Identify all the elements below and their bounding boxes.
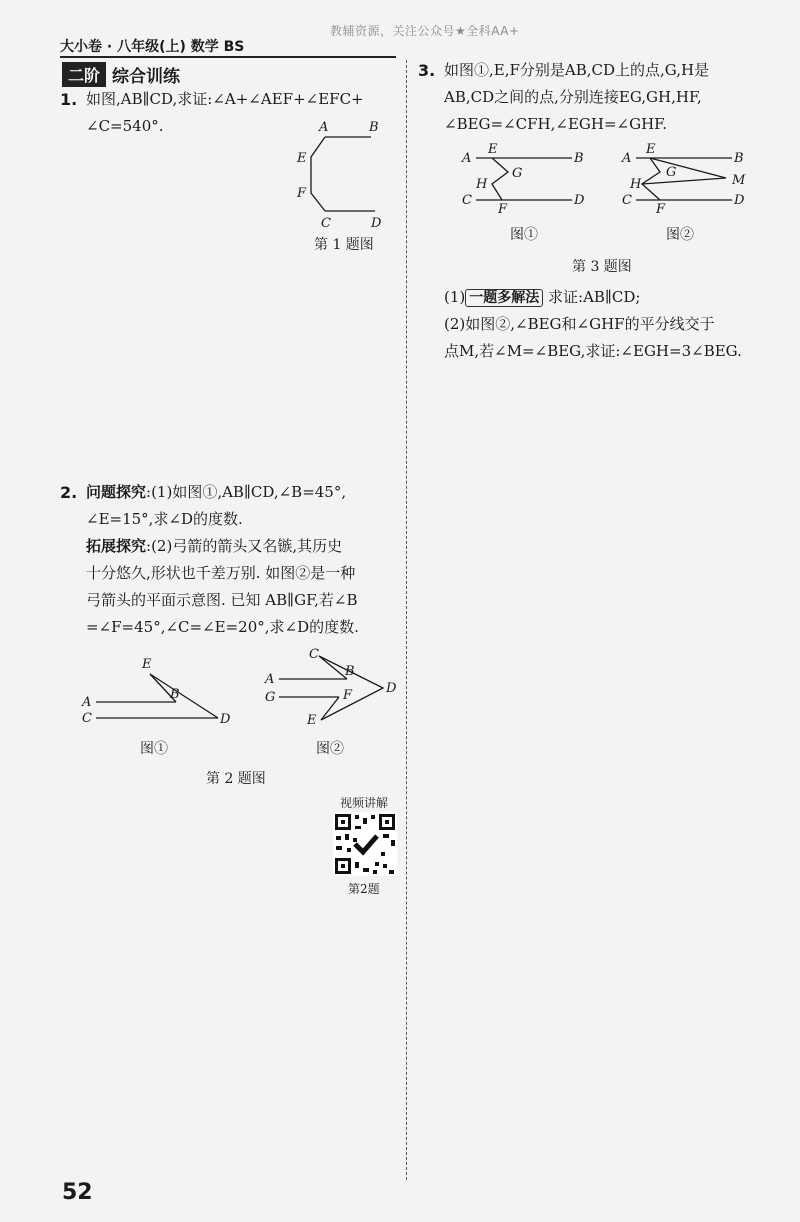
section-title: 综合训练 xyxy=(112,67,180,87)
q3-fig1-label-a: A xyxy=(462,151,472,166)
q1-label-e: E xyxy=(297,151,307,166)
q3-fig1-caption: 图① xyxy=(510,227,538,243)
q2-fig2-label-a: A xyxy=(265,672,275,687)
q3-line2: AB,CD之间的点,分别连接EG,GH,HF, xyxy=(444,88,702,106)
q2-figure2 xyxy=(255,642,405,732)
q1-figure xyxy=(285,115,395,235)
q1-label-f: F xyxy=(297,186,307,201)
q3-fig1-label-g: G xyxy=(512,166,523,181)
q2-fig2-caption: 图② xyxy=(316,741,344,757)
q2-fig1-label-e: E xyxy=(142,657,152,672)
q3-fig2-bisectors xyxy=(642,158,726,184)
q1-label-c: C xyxy=(321,216,331,231)
q2-part1-row xyxy=(86,479,346,506)
q3-fig1-label-e: E xyxy=(488,142,498,157)
q2-part2-line4: =∠F=45°,∠C=∠E=20°,求∠D的度数. xyxy=(86,618,359,636)
q2-fig1-label-d: D xyxy=(220,712,231,727)
q2-figure-caption: 第 2 题图 xyxy=(206,771,266,787)
q3-line3: ∠BEG=∠CFH,∠EGH=∠GHF. xyxy=(444,115,668,133)
qr-code-icon[interactable] xyxy=(333,812,397,876)
q2-fig1-label-c: C xyxy=(82,711,92,726)
book-title: 大小卷 · 八年级(上) 数学 BS xyxy=(60,39,245,55)
q3-fig1-label-h: H xyxy=(476,177,488,192)
section-badge: 二阶 xyxy=(62,62,106,87)
q2-fig2-label-e: E xyxy=(307,713,317,728)
q2-part2-row xyxy=(86,533,342,560)
q2-figure1 xyxy=(78,650,238,730)
q3-part1-tag: 一题多解法 xyxy=(465,289,543,307)
qr-top-label: 视频讲解 xyxy=(340,796,389,810)
q3-fig2-label-b: B xyxy=(734,151,744,166)
header-rule xyxy=(60,56,396,58)
q2-fig1-arrow xyxy=(150,674,218,718)
q3-fig2-label-h: H xyxy=(630,177,642,192)
q3-fig1-zigzag xyxy=(492,158,508,200)
q2-part2-line1: :(2)弓箭的箭头又名镞,其历史 xyxy=(146,537,343,555)
q3-fig2-label-a: A xyxy=(622,151,632,166)
q3-fig2-label-g: G xyxy=(666,165,677,180)
qr-bottom-label: 第2题 xyxy=(348,882,380,896)
q1-label-d: D xyxy=(371,216,382,231)
q2-fig2-edge-ef xyxy=(321,697,339,720)
q2-fig2-label-f: F xyxy=(343,688,353,703)
q3-fig2-label-m: M xyxy=(732,173,746,188)
q3-fig2-label-f: F xyxy=(656,202,666,214)
q2-lead1: 问题探究 xyxy=(86,483,147,501)
q2-part2-line2: 十分悠久,形状也千差万别. 如图②是一种 xyxy=(86,564,356,582)
q2-part2-line3: 弓箭头的平面示意图. 已知 AB∥GF,若∠B xyxy=(86,591,358,609)
q3-part1-row xyxy=(444,284,640,312)
q3-part2-line2: 点M,若∠M=∠BEG,求证:∠EGH=3∠BEG. xyxy=(444,342,742,360)
q1-fig-bent-line xyxy=(311,137,325,211)
q2-fig2-label-g: G xyxy=(265,690,276,705)
q2-fig2-label-c: C xyxy=(309,647,319,662)
q1-line2: ∠C=540°. xyxy=(86,117,164,135)
q1-label-a: A xyxy=(319,120,329,135)
q3-part2-line1: (2)如图②,∠BEG和∠GHF的平分线交于 xyxy=(444,315,715,333)
q3-part1-text: 求证:AB∥CD; xyxy=(548,288,641,306)
column-divider xyxy=(406,60,407,1180)
watermark-text: 教辅资源，关注公众号★全科AA+ xyxy=(330,24,520,38)
q2-fig2-label-d: D xyxy=(386,681,397,696)
q3-fig2-label-c: C xyxy=(622,193,632,208)
q2-fig1-label-a: A xyxy=(82,695,92,710)
q1-number: 1. xyxy=(60,90,78,109)
q1-label-b: B xyxy=(369,120,379,135)
q3-fig1-label-f: F xyxy=(498,202,508,214)
q3-fig2-caption: 图② xyxy=(666,227,694,243)
q3-fig2-label-d: D xyxy=(734,193,745,208)
q2-number: 2. xyxy=(60,483,78,502)
q3-figure1 xyxy=(458,140,598,214)
q3-number: 3. xyxy=(418,61,436,80)
q2-part1-line1: :(1)如图①,AB∥CD,∠B=45°, xyxy=(146,483,347,501)
q3-figure-caption: 第 3 题图 xyxy=(572,259,632,275)
q1-figure-caption: 第 1 题图 xyxy=(314,237,374,253)
q2-part1-line2: ∠E=15°,求∠D的度数. xyxy=(86,510,243,528)
q2-fig1-caption: 图① xyxy=(140,741,168,757)
q2-fig1-label-b: B xyxy=(170,687,180,702)
page-number: 52 xyxy=(62,1180,93,1205)
q1-line1: 如图,AB∥CD,求证:∠A+∠AEF+∠EFC+ xyxy=(86,90,364,108)
q2-fig2-label-b: B xyxy=(345,664,355,679)
q3-fig2-label-e: E xyxy=(646,142,656,157)
q2-lead2: 拓展探究 xyxy=(86,537,147,555)
q3-fig2-zigzag xyxy=(642,158,660,200)
q3-figure2 xyxy=(618,140,758,214)
q3-part1-prefix: (1) xyxy=(444,288,466,306)
q3-line1: 如图①,E,F分别是AB,CD上的点,G,H是 xyxy=(444,61,710,79)
q3-fig1-label-c: C xyxy=(462,193,472,208)
q3-fig1-label-b: B xyxy=(574,151,584,166)
q3-fig1-label-d: D xyxy=(574,193,585,208)
